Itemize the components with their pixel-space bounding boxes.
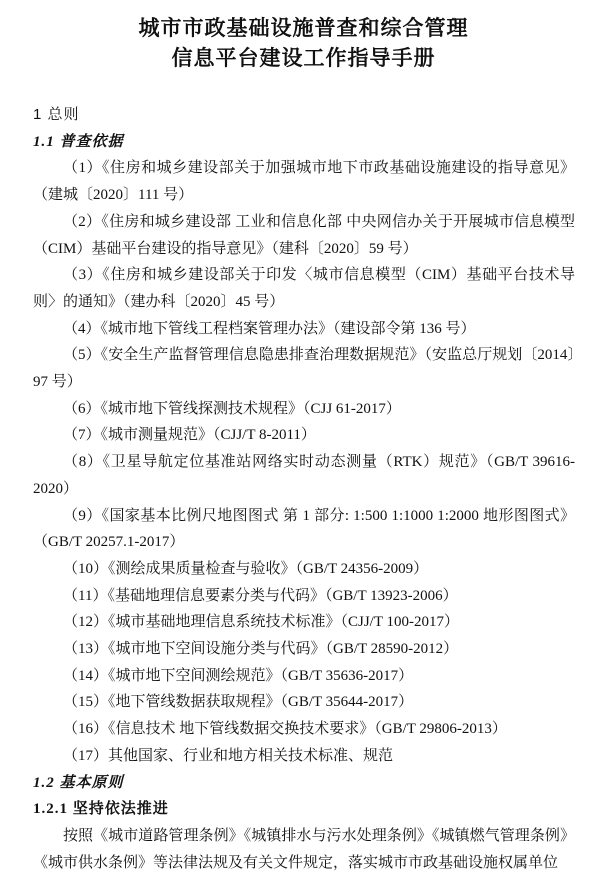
- reference-item-2: （2）《住房和城乡建设部 工业和信息化部 中央网信办关于开展城市信息模型（CIM）基础平台建设的指导意见》（建科〔2020〕59 号）: [33, 213, 575, 257]
- paragraph-legal-basis: 按照《城市道路管理条例》《城镇排水与污水处理条例》《城镇燃气管理条例》《城市供水条例》等法律法规及有关文件规定，落实城市市政基础设施权属单位: [33, 827, 575, 871]
- document-title: [0, 0, 607, 73]
- title-line-2: 信息平台建设工作指导手册: [171, 46, 436, 70]
- heading-section-1-1: 1.1 普查依据: [33, 133, 124, 150]
- document-body: [33, 102, 575, 872]
- heading-chapter-1: 1 总则: [33, 106, 80, 123]
- heading-section-1-2: 1.2 基本原则: [33, 774, 124, 791]
- reference-item-1: （1）《住房和城乡建设部关于加强城市地下市政基础设施建设的指导意见》（建城〔2020〕111 号）: [33, 160, 575, 204]
- reference-item-12: （12）《城市基础地理信息系统技术标准》（CJJ/T 100-2017）: [63, 614, 459, 631]
- reference-item-7: （7）《城市测量规范》（CJJ/T 8-2011）: [63, 427, 316, 444]
- reference-item-3: （3）《住房和城乡建设部关于印发〈城市信息模型（CIM）基础平台技术导则〉的通知》（建办科〔2020〕45 号）: [33, 267, 575, 310]
- title-line-1: 城市市政基础设施普查和综合管理: [138, 16, 469, 40]
- reference-item-15: （15）《地下管线数据获取规程》（GB/T 35644-2017）: [63, 694, 414, 711]
- reference-item-10: （10）《测绘成果质量检查与验收》（GB/T 24356-2009）: [63, 560, 429, 577]
- reference-item-8: （8）《卫星导航定位基准站网络实时动态测量（RTK）规范》（GB/T 39616-2020）: [33, 454, 575, 497]
- heading-section-1-2-1: 1.2.1 坚持依法推进: [33, 801, 169, 818]
- reference-item-6: （6）《城市地下管线探测技术规程》（CJJ 61-2017）: [63, 400, 401, 417]
- reference-item-16: （16）《信息技术 地下管线数据交换技术要求》（GB/T 29806-2013）: [63, 721, 507, 738]
- reference-item-4: （4）《城市地下管线工程档案管理办法》（建设部令第 136 号）: [63, 320, 476, 337]
- reference-item-11: （11）《基础地理信息要素分类与代码》（GB/T 13923-2006）: [63, 587, 458, 604]
- reference-item-5: （5）《安全生产监督管理信息隐患排查治理数据规范》（安监总厅规划〔2014〕97 号）: [33, 347, 575, 391]
- reference-item-13: （13）《城市地下空间设施分类与代码》（GB/T 28590-2012）: [63, 641, 459, 658]
- reference-item-14: （14）《城市地下空间测绘规范》（GB/T 35636-2017）: [63, 667, 414, 684]
- reference-item-9: （9）《国家基本比例尺地图图式 第 1 部分: 1:500 1:1000 1:2000 地形图图式》（GB/T 20257.1-2017）: [33, 507, 575, 551]
- reference-item-17: （17）其他国家、行业和地方相关技术标准、规范: [63, 747, 394, 764]
